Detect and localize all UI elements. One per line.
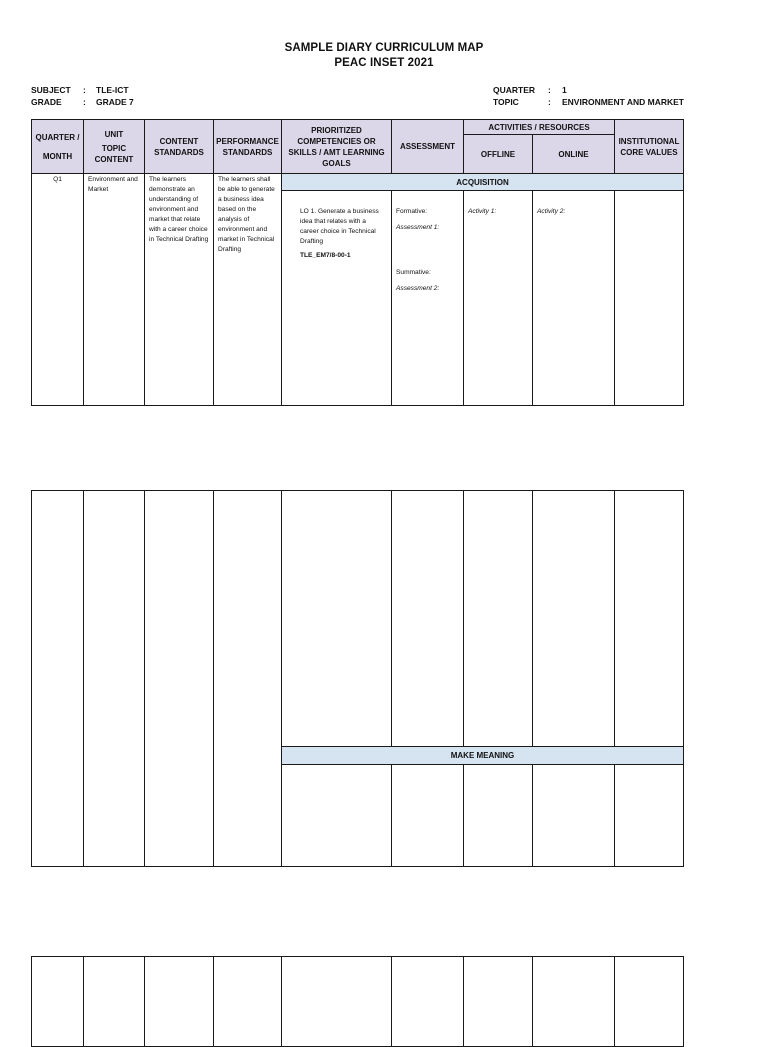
quarter-value-cell: Q1: [53, 176, 62, 183]
cell-online: [533, 191, 615, 406]
content-standards-text: The learners demonstrate an understanding of environment and market that relate with a career choice in Technical Drafting: [149, 176, 209, 243]
topic-colon: :: [548, 97, 551, 107]
t2-cell-competency: [282, 491, 392, 747]
col-header-activities: ACTIVITIES / RESOURCES: [464, 120, 615, 135]
t3-cell-core-values: [615, 957, 684, 1047]
document-title: SAMPLE DIARY CURRICULUM MAP: [284, 42, 484, 54]
grade-colon: :: [83, 97, 86, 107]
col-header-quarter-line1: QUARTER /: [35, 132, 80, 142]
assessment-2: Assessment 2:: [396, 285, 440, 292]
col-header-quarter-line2: MONTH: [42, 151, 73, 161]
meta-right: [493, 84, 733, 108]
curriculum-table-2: [31, 490, 684, 867]
t2-cell-performance-standards: [214, 491, 282, 867]
t2-cell-assessment: [392, 491, 464, 747]
cell-offline: [464, 191, 533, 406]
t3-cell-content-standards: [145, 957, 214, 1047]
col-header-unit-line1: UNIT: [104, 129, 124, 139]
band-make-meaning: MAKE MEANING: [282, 747, 684, 765]
cell-core-values: [615, 191, 684, 406]
cell-unit: [84, 174, 145, 406]
t3-cell-quarter: [32, 957, 84, 1047]
curriculum-table-3: [31, 956, 684, 1047]
col-header-online: ONLINE: [533, 135, 615, 174]
quarter-colon: :: [548, 85, 551, 95]
topic-label: TOPIC: [493, 97, 519, 107]
grade-value: GRADE 7: [96, 97, 134, 107]
t3-cell-performance-standards: [214, 957, 282, 1047]
t3-cell-assessment: [392, 957, 464, 1047]
col-header-performance-standards: PERFORMANCE STANDARDS: [214, 120, 282, 174]
col-header-assessment: ASSESSMENT: [392, 120, 464, 174]
formative-label: Formative:: [396, 208, 428, 215]
subject-value: TLE-ICT: [96, 85, 129, 95]
performance-standards-text: The learners shall be able to generate a business idea based on the analysis of environment and market in Technical Drafting: [218, 176, 275, 253]
t2-cell-online: [533, 491, 615, 747]
t2-cell-core-values-b: [615, 765, 684, 867]
col-header-core-values: INSTITUTIONAL CORE VALUES: [615, 120, 684, 174]
cell-competency: [282, 191, 392, 406]
t2-cell-offline: [464, 491, 533, 747]
t2-cell-assessment-b: [392, 765, 464, 867]
col-header-unit: [84, 120, 145, 174]
band-acquisition: ACQUISITION: [282, 174, 684, 191]
assessment-1: Assessment 1:: [396, 224, 440, 231]
activity-1: Activity 1:: [468, 208, 497, 215]
cell-assessment: [392, 191, 464, 406]
t3-cell-online: [533, 957, 615, 1047]
t2-cell-online-b: [533, 765, 615, 867]
t2-cell-quarter: [32, 491, 84, 867]
t3-cell-unit: [84, 957, 145, 1047]
col-header-unit-line2: TOPIC: [101, 143, 127, 153]
col-header-offline: OFFLINE: [464, 135, 533, 174]
cell-content-standards: [145, 174, 214, 406]
quarter-value: 1: [562, 85, 567, 95]
curriculum-table-1: [31, 119, 684, 406]
topic-value: ENVIRONMENT AND MARKET: [562, 97, 684, 107]
grade-label: GRADE: [31, 97, 62, 107]
subject-label: SUBJECT: [31, 85, 71, 95]
t3-cell-competency: [282, 957, 392, 1047]
t2-cell-competency-b: [282, 765, 392, 867]
t2-cell-offline-b: [464, 765, 533, 867]
t2-cell-core-values: [615, 491, 684, 747]
competency-code: TLE_EM7/8-00-1: [300, 252, 351, 259]
cell-performance-standards: [214, 174, 282, 406]
unit-value-cell: Environment and Market: [88, 176, 138, 193]
col-header-unit-line3: CONTENT: [94, 154, 134, 164]
col-header-prioritized-competencies: PRIORITIZED COMPETENCIES OR SKILLS / AMT LEARNING GOALS: [282, 120, 392, 174]
t2-cell-unit: [84, 491, 145, 867]
subject-colon: :: [83, 85, 86, 95]
t3-cell-offline: [464, 957, 533, 1047]
col-header-quarter: [32, 120, 84, 174]
col-header-content-standards: CONTENT STANDARDS: [145, 120, 214, 174]
summative-label: Summative:: [396, 269, 431, 276]
document-subtitle: PEAC INSET 2021: [334, 57, 434, 69]
t2-cell-content-standards: [145, 491, 214, 867]
cell-quarter: [32, 174, 84, 406]
meta-left: [31, 84, 231, 108]
quarter-label: QUARTER: [493, 85, 536, 95]
competency-text: LO 1. Generate a business idea that relates with a career choice in Technical Drafting: [300, 208, 379, 245]
activity-2: Activity 2:: [537, 208, 566, 215]
